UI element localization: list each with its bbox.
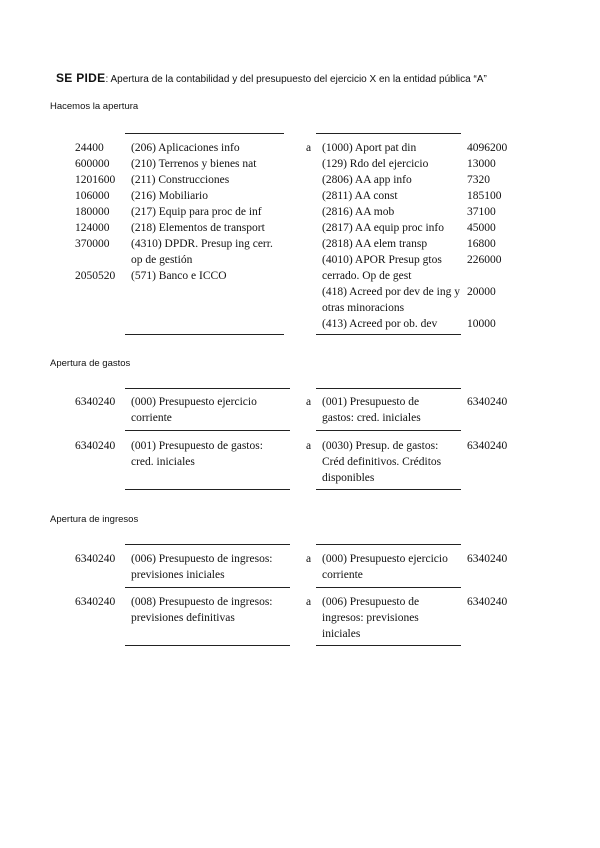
connector-a: a — [306, 596, 312, 608]
credit-amount: 6340240 — [467, 396, 508, 408]
connector-a: a — [306, 396, 312, 408]
debit-amount: 6340240 — [75, 396, 116, 408]
credit-amount: 45000 — [467, 222, 496, 234]
rule-top-left — [125, 133, 284, 134]
debit-account: (006) Presupuesto de ingresos: previsiones iniciales — [131, 553, 273, 581]
credit-amount: 226000 — [467, 254, 502, 266]
connector-a: a — [306, 553, 312, 565]
debit-amount: 370000 — [75, 238, 110, 250]
debit-amount: 6340240 — [75, 596, 116, 608]
credit-account: (006) Presupuesto de ingresos: previsiones iniciales — [322, 596, 420, 640]
credit-account: (001) Presupuesto de gastos: cred. iniciales — [322, 396, 421, 424]
rule-bottom-right — [316, 489, 461, 490]
se-pide-label: SE PIDE — [56, 71, 106, 85]
debit-account: (000) Presupuesto ejercicio corriente — [131, 396, 257, 424]
credit-amount: 4096200 — [467, 142, 508, 154]
debit-amount: 1201600 — [75, 174, 116, 186]
debit-account: (206) Aplicaciones info — [131, 142, 240, 154]
debit-amount: 106000 — [75, 190, 110, 202]
section-title-gastos: Apertura de gastos — [50, 358, 131, 369]
credit-account: (4010) APOR Presup gtos cerrado. Op de gest — [322, 254, 442, 282]
credit-amount: 6340240 — [467, 553, 508, 565]
debit-account: (4310) DPDR. Presup ing cerr. op de gestión — [131, 238, 273, 266]
debit-amount: 24400 — [75, 142, 104, 154]
credit-amount: 7320 — [467, 174, 490, 186]
rule-mid-right — [316, 430, 461, 431]
debit-account: (218) Elementos de transport — [131, 222, 265, 234]
rule-top-right — [316, 133, 461, 134]
rule-bottom-left — [125, 334, 284, 335]
debit-amount: 6340240 — [75, 553, 116, 565]
debit-amount: 2050520 — [75, 270, 116, 282]
credit-amount: 10000 — [467, 318, 496, 330]
credit-amount: 6340240 — [467, 596, 508, 608]
debit-account: (217) Equip para proc de inf — [131, 206, 262, 218]
rule-top-left — [125, 388, 290, 389]
statement-text: : Apertura de la contabilidad y del presupuesto del ejercicio X en la entidad pública “A” — [105, 74, 487, 85]
debit-amount: 180000 — [75, 206, 110, 218]
statement-heading — [56, 71, 487, 85]
debit-amount: 124000 — [75, 222, 110, 234]
credit-account: (1000) Aport pat din — [322, 142, 417, 154]
rule-top-left — [125, 544, 290, 545]
connector-a: a — [306, 440, 312, 452]
debit-amount: 600000 — [75, 158, 110, 170]
credit-account: (413) Acreed por ob. dev — [322, 318, 438, 330]
rule-mid-right — [316, 587, 461, 588]
credit-account: (0030) Presup. de gastos: Créd definitivos. Créditos disponibles — [322, 440, 442, 484]
credit-account: (2806) AA app info — [322, 174, 412, 186]
rule-bottom-right — [316, 334, 461, 335]
debit-account: (216) Mobiliario — [131, 190, 208, 202]
rule-top-right — [316, 388, 461, 389]
credit-account: (000) Presupuesto ejercicio corriente — [322, 553, 448, 581]
credit-account: (2816) AA mob — [322, 206, 395, 218]
credit-account: (2818) AA elem transp — [322, 238, 428, 250]
credit-amount: 37100 — [467, 206, 496, 218]
connector-a: a — [306, 142, 312, 154]
debit-account: (571) Banco e ICCO — [131, 270, 227, 282]
credit-amount: 20000 — [467, 286, 496, 298]
debit-account: (210) Terrenos y bienes nat — [131, 158, 257, 170]
debit-amount: 6340240 — [75, 440, 116, 452]
rule-bottom-left — [125, 489, 290, 490]
debit-account: (008) Presupuesto de ingresos: previsiones definitivas — [131, 596, 273, 624]
rule-bottom-left — [125, 645, 290, 646]
credit-amount: 13000 — [467, 158, 496, 170]
credit-amount: 185100 — [467, 190, 502, 202]
debit-account: (211) Construcciones — [131, 174, 230, 186]
credit-account: (2817) AA equip proc info — [322, 222, 445, 234]
debit-account: (001) Presupuesto de gastos: cred. iniciales — [131, 440, 263, 468]
rule-top-right — [316, 544, 461, 545]
section-title-ingresos: Apertura de ingresos — [50, 514, 139, 525]
credit-account: (129) Rdo del ejercicio — [322, 158, 429, 170]
credit-amount: 16800 — [467, 238, 496, 250]
rule-mid-left — [125, 430, 290, 431]
rule-bottom-right — [316, 645, 461, 646]
credit-account: (418) Acreed por dev de ing y otras minoracions — [322, 286, 460, 314]
rule-mid-left — [125, 587, 290, 588]
credit-amount: 6340240 — [467, 440, 508, 452]
section-title-apertura: Hacemos la apertura — [50, 101, 139, 112]
credit-account: (2811) AA const — [322, 190, 398, 202]
